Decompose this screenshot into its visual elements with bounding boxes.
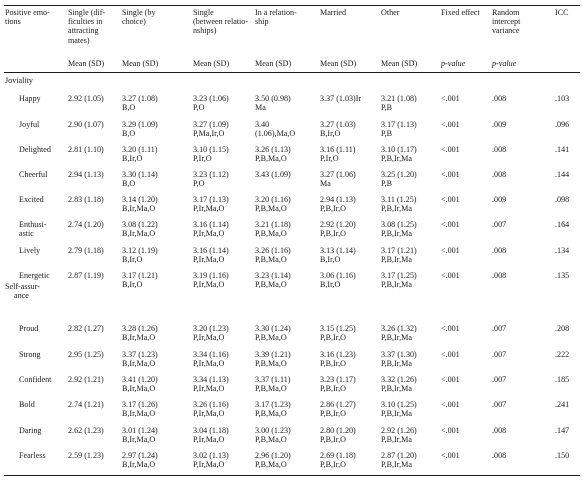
- table-cell: 3.32 (1.26): [381, 375, 417, 384]
- table-cell: P,B,Ir,O: [320, 435, 346, 445]
- table-cell: P,B,Ir,Ma: [381, 333, 412, 343]
- random-variance-pvalue: .008: [492, 426, 507, 435]
- table-cell: P,Ir,O: [193, 154, 212, 164]
- header-label: Married: [320, 8, 347, 17]
- table-cell: B,Ir,Ma,O: [122, 333, 156, 343]
- table-cell: 3.08 (1.22): [122, 220, 158, 229]
- table-cell: 3.20 (1.16): [255, 195, 291, 204]
- table-cell: P,O: [193, 103, 205, 113]
- table-cell: 2.86 (1.27): [320, 400, 356, 409]
- table-cell: P,B,Ir,O: [320, 384, 346, 394]
- table-cell: P,B,Ma,O: [255, 255, 287, 265]
- table-cell: 3.17 (1.21): [381, 246, 417, 255]
- row-label: Fearless: [19, 451, 46, 460]
- icc-value: .141: [555, 145, 570, 154]
- table-cell: P,B,Ir,O: [320, 409, 346, 419]
- header-label: ficulties in: [68, 17, 103, 27]
- table-cell: 2.90 (1.07): [68, 120, 104, 129]
- table-cell: 3.23 (1.14): [255, 271, 291, 280]
- table-cell: 3.16 (1.23): [320, 350, 356, 359]
- fixed-effect-pvalue: <.001: [441, 451, 460, 460]
- table-cell: 3.15 (1.25): [320, 324, 356, 333]
- table-cell: 3.06 (1.16): [320, 271, 356, 280]
- table-cell: B,Ir,O: [320, 129, 341, 139]
- table-cell: 3.30 (1.24): [255, 324, 291, 333]
- table-cell: P,O: [193, 179, 205, 189]
- table-cell: P,B,Ir,O: [320, 333, 346, 343]
- fixed-effect-pvalue: <.001: [441, 271, 460, 280]
- table-cell: P,B: [381, 179, 393, 189]
- table-cell: (1.06),Ma,O: [255, 129, 296, 139]
- table-cell: 3.34 (1.13): [193, 375, 229, 384]
- row-label: astic: [19, 229, 34, 239]
- table-cell: 2.74 (1.21): [68, 400, 104, 409]
- table-cell: B,Ir,O: [122, 154, 143, 164]
- table-cell: 3.34 (1.16): [193, 350, 229, 359]
- table-cell: P,B,Ma,O: [255, 460, 287, 470]
- section-heading: Self-assur-: [5, 282, 40, 291]
- random-variance-pvalue: .008: [492, 170, 507, 179]
- table-cell: P,B,Ir,Ma: [381, 154, 412, 164]
- table-cell: 3.23 (1.17): [320, 375, 356, 384]
- random-variance-pvalue: .007: [492, 350, 507, 359]
- random-variance-pvalue: .008: [492, 451, 507, 460]
- table-cell: 3.37 (1.23): [122, 350, 158, 359]
- header-label: Positive emo-: [5, 8, 50, 17]
- table-cell: P,B: [381, 103, 393, 113]
- random-variance-pvalue: .008: [492, 145, 507, 154]
- table-cell: 3.01 (1.24): [122, 426, 158, 435]
- table-cell: 3.27 (1.08): [122, 94, 158, 103]
- header-subheading: Mean (SD): [255, 59, 292, 68]
- icc-value: .150: [555, 451, 570, 460]
- table-cell: B,Ir,Ma,O: [122, 409, 156, 419]
- icc-value: .147: [555, 426, 570, 435]
- header-subheading: Mean (SD): [381, 59, 418, 68]
- random-variance-pvalue: .009: [492, 195, 507, 204]
- header-label: variance: [492, 26, 520, 36]
- table-cell: 3.39 (1.21): [255, 350, 291, 359]
- table-cell: 3.23 (1.12): [193, 170, 229, 179]
- table-cell: 3.19 (1.16): [193, 271, 229, 280]
- icc-value: .185: [555, 375, 570, 384]
- table-cell: P,Ir,Ma,O: [193, 255, 225, 265]
- table-cell: B,Ir,Ma,O: [122, 204, 156, 214]
- table-cell: 3.25 (1.20): [381, 170, 417, 179]
- table-cell: P,Ir,Ma,O: [193, 333, 225, 343]
- table-cell: P,Ir,Ma,O: [193, 359, 225, 369]
- header-subheading: p-value: [441, 59, 466, 68]
- table-cell: 3.27 (1.03): [320, 120, 356, 129]
- table-cell: 2.74 (1.20): [68, 220, 104, 229]
- header-bottom-rule: [4, 72, 580, 73]
- header-label: In a relation-: [255, 8, 297, 17]
- table-cell: 2.83 (1.18): [68, 195, 104, 204]
- row-label: Cheerful: [19, 170, 48, 179]
- icc-value: .208: [555, 324, 570, 333]
- table-cell: 3.17 (1.13): [381, 120, 417, 129]
- section-heading: Joviality: [5, 76, 33, 85]
- table-cell: B,Ir,O: [122, 255, 143, 265]
- table-cell: 2.82 (1.27): [68, 324, 104, 333]
- random-variance-pvalue: .007: [492, 375, 507, 384]
- table-cell: 3.23 (1.06): [193, 94, 229, 103]
- table-cell: B,O: [122, 179, 136, 189]
- table-cell: P,Ir,Ma,O: [193, 435, 225, 445]
- row-label: Bold: [19, 400, 35, 409]
- table-cell: 3.10 (1.25): [381, 400, 417, 409]
- table-cell: P,Ir,Ma,O: [193, 384, 225, 394]
- row-label: Confident: [19, 375, 52, 384]
- fixed-effect-pvalue: <.001: [441, 145, 460, 154]
- row-label: Excited: [19, 195, 44, 204]
- table-cell: P,Ir,Ma,O: [193, 280, 225, 290]
- table-cell: 3.37 (1.30): [381, 350, 417, 359]
- table-cell: 3.16 (1.11): [320, 145, 356, 154]
- table-cell: 2.92 (1.26): [381, 426, 417, 435]
- table-cell: 2.94 (1.13): [320, 195, 356, 204]
- table-cell: P,B,Ma,O: [255, 280, 287, 290]
- table-cell: B,Ir,Ma,O: [122, 435, 156, 445]
- header-subheading: Mean (SD): [193, 59, 230, 68]
- table-cell: 3.02 (1.13): [193, 451, 229, 460]
- table-cell: 3.21 (1.18): [255, 220, 291, 229]
- icc-value: .144: [555, 170, 570, 179]
- icc-value: .164: [555, 220, 570, 229]
- header-label: mates): [68, 35, 90, 45]
- table-cell: B,Ir,O: [122, 280, 143, 290]
- table-cell: P,Ir,Ma,O: [193, 409, 225, 419]
- fixed-effect-pvalue: <.001: [441, 195, 460, 204]
- table-cell: 3.28 (1.26): [122, 324, 158, 333]
- table-cell: P,B,Ma,O: [255, 204, 287, 214]
- row-label: Enthusi-: [19, 220, 47, 229]
- header-label: Fixed effect: [441, 8, 480, 17]
- fixed-effect-pvalue: <.001: [441, 426, 460, 435]
- table-cell: P,B,Ma,O: [255, 333, 287, 343]
- header-label: tions: [5, 17, 21, 27]
- table-cell: 3.17 (1.26): [122, 400, 158, 409]
- header-label: Single: [193, 8, 214, 17]
- table-cell: 2.69 (1.18): [320, 451, 356, 460]
- table-cell: B,O: [122, 129, 136, 139]
- table-cell: P,B,Ir,Ma: [381, 359, 412, 369]
- row-label: Energetic: [19, 271, 50, 280]
- table-cell: P,B,Ir,Ma: [381, 384, 412, 394]
- header-label: Other: [381, 8, 400, 17]
- table-cell: 3.14 (1.20): [122, 195, 158, 204]
- table-cell: P,B,Ma,O: [255, 229, 287, 239]
- table-cell: 3.11 (1.25): [381, 195, 417, 204]
- table-cell: B,Ir,Ma,O: [122, 229, 156, 239]
- table-cell: 3.16 (1.14): [193, 220, 229, 229]
- header-label: ICC: [555, 8, 569, 17]
- table-cell: 3.37 (1.03)Ir: [320, 94, 362, 103]
- table-cell: 3.21 (1.08): [381, 94, 417, 103]
- row-label: Lively: [19, 246, 41, 255]
- icc-value: .222: [555, 350, 570, 359]
- header-label: Single (dif-: [68, 8, 106, 17]
- icc-value: .103: [555, 94, 570, 103]
- table-cell: Ma: [320, 179, 331, 189]
- row-label: Delighted: [19, 145, 51, 154]
- table-cell: B,Ir,O: [320, 255, 341, 265]
- icc-value: .096: [555, 120, 570, 129]
- table-cell: 2.95 (1.25): [68, 350, 104, 359]
- random-variance-pvalue: .007: [492, 324, 507, 333]
- table-cell: B,O: [122, 103, 136, 113]
- table-cell: P,B,Ir,Ma: [381, 255, 412, 265]
- table-cell: 3.27 (1.06): [320, 170, 356, 179]
- random-variance-pvalue: .009: [492, 120, 507, 129]
- table-cell: P,B,Ir,O: [320, 460, 346, 470]
- row-label: Happy: [19, 94, 41, 103]
- table-cell: 2.59 (1.23): [68, 451, 104, 460]
- table-cell: P,B,Ir,O: [320, 359, 346, 369]
- table-cell: 2.94 (1.13): [68, 170, 104, 179]
- table-cell: P,Ir,Ma,O: [193, 229, 225, 239]
- table-cell: P,B,Ma,O: [255, 409, 287, 419]
- table-cell: 2.92 (1.20): [320, 220, 356, 229]
- icc-value: .134: [555, 246, 570, 255]
- fixed-effect-pvalue: <.001: [441, 120, 460, 129]
- table-cell: 2.92 (1.05): [68, 94, 104, 103]
- table-cell: 2.80 (1.20): [320, 426, 356, 435]
- fixed-effect-pvalue: <.001: [441, 220, 460, 229]
- table-cell: B,Ir,Ma,O: [122, 460, 156, 470]
- table-cell: B,Ir,Ma,O: [122, 359, 156, 369]
- table-cell: P,Ir,Ma,O: [193, 460, 225, 470]
- table-cell: 3.08 (1.25): [381, 220, 417, 229]
- table-cell: P,Ir,O: [320, 154, 339, 164]
- section-heading: ance: [14, 291, 29, 301]
- random-variance-pvalue: .008: [492, 94, 507, 103]
- table-cell: P,B,Ma,O: [255, 359, 287, 369]
- table-cell: P,B,Ir,O: [320, 229, 346, 239]
- table-cell: P,Ir,Ma,O: [193, 204, 225, 214]
- table-cell: 3.00 (1.23): [255, 426, 291, 435]
- table-cell: P,B,Ir,Ma: [381, 280, 412, 290]
- table-cell: 3.10 (1.15): [193, 145, 229, 154]
- table-cell: 2.62 (1.23): [68, 426, 104, 435]
- header-subheading: Mean (SD): [320, 59, 357, 68]
- table-cell: 3.41 (1.20): [122, 375, 158, 384]
- fixed-effect-pvalue: <.001: [441, 94, 460, 103]
- table-cell: 3.20 (1.23): [193, 324, 229, 333]
- table-cell: P,B: [381, 129, 393, 139]
- table-cell: P,B,Ir,Ma: [381, 409, 412, 419]
- row-label: Daring: [19, 426, 42, 435]
- row-label: Joyful: [19, 120, 40, 129]
- table-cell: 3.29 (1.09): [122, 120, 158, 129]
- table-cell: 3.20 (1.11): [122, 145, 158, 154]
- table-cell: 3.26 (1.16): [193, 400, 229, 409]
- header-label: attracting: [68, 26, 99, 36]
- table-cell: B,Ir,O: [320, 280, 341, 290]
- table-cell: 3.27 (1.09): [193, 120, 229, 129]
- fixed-effect-pvalue: <.001: [441, 246, 460, 255]
- table-cell: 3.04 (1.18): [193, 426, 229, 435]
- header-label: intercept: [492, 17, 521, 27]
- fixed-effect-pvalue: <.001: [441, 170, 460, 179]
- fixed-effect-pvalue: <.001: [441, 375, 460, 384]
- random-variance-pvalue: .007: [492, 400, 507, 409]
- table-cell: 2.97 (1.24): [122, 451, 158, 460]
- table-cell: 3.10 (1.17): [381, 145, 417, 154]
- table-cell: Ma: [255, 103, 266, 113]
- table-cell: 3.40: [255, 120, 270, 129]
- table-cell: 3.30 (1.14): [122, 170, 158, 179]
- random-variance-pvalue: .008: [492, 246, 507, 255]
- table-cell: 2.87 (1.19): [68, 271, 104, 280]
- table-cell: 3.26 (1.32): [381, 324, 417, 333]
- table-cell: P,B,Ir,Ma: [381, 435, 412, 445]
- table-cell: 3.43 (1.09): [255, 170, 291, 179]
- table-cell: P,B,Ir,Ma: [381, 229, 412, 239]
- icc-value: .098: [555, 195, 570, 204]
- table-cell: B,Ir,Ma,O: [122, 384, 156, 394]
- header-label: (between relatio-: [193, 17, 249, 27]
- table-cell: 2.87 (1.20): [381, 451, 417, 460]
- fixed-effect-pvalue: <.001: [441, 324, 460, 333]
- table-cell: P,B,Ma,O: [255, 435, 287, 445]
- row-label: Proud: [19, 324, 39, 333]
- table-cell: P,B,Ir,Ma: [381, 460, 412, 470]
- table-cell: 3.26 (1.16): [255, 246, 291, 255]
- table-cell: 3.17 (1.25): [381, 271, 417, 280]
- table-cell: P,B,Ir,Ma: [381, 204, 412, 214]
- row-label: Strong: [19, 350, 41, 359]
- table-bottom-rule: [4, 475, 580, 476]
- header-subheading: Mean (SD): [122, 59, 159, 68]
- table-cell: 3.16 (1.14): [193, 246, 229, 255]
- table-cell: P,Ma,Ir,O: [193, 129, 225, 139]
- fixed-effect-pvalue: <.001: [441, 350, 460, 359]
- random-variance-pvalue: .008: [492, 271, 507, 280]
- header-label: Random: [492, 8, 520, 17]
- header-label: choice): [122, 17, 146, 27]
- table-cell: 2.81 (1.10): [68, 145, 104, 154]
- table-cell: 3.17 (1.21): [122, 271, 158, 280]
- table-cell: 3.37 (1.11): [255, 375, 291, 384]
- random-variance-pvalue: .007: [492, 220, 507, 229]
- header-subheading: p-value: [492, 59, 517, 68]
- table-cell: 3.17 (1.23): [255, 400, 291, 409]
- table-cell: 3.13 (1.14): [320, 246, 356, 255]
- header-label: Single (by: [122, 8, 156, 17]
- table-cell: 3.17 (1.13): [193, 195, 229, 204]
- fixed-effect-pvalue: <.001: [441, 400, 460, 409]
- header-label: nships): [193, 26, 217, 36]
- table-cell: P,B,Ma,O: [255, 384, 287, 394]
- table-cell: P,B,Ma,O: [255, 154, 287, 164]
- header-subheading: Mean (SD): [68, 59, 105, 68]
- table-cell: 3.50 (0.98): [255, 94, 291, 103]
- table-cell: 2.96 (1.20): [255, 451, 291, 460]
- table-top-rule: [4, 5, 580, 6]
- table-cell: P,B,Ir,O: [320, 204, 346, 214]
- table-cell: 3.12 (1.19): [122, 246, 158, 255]
- table-cell: 2.92 (1.21): [68, 375, 104, 384]
- header-label: ship: [255, 17, 269, 27]
- icc-value: .135: [555, 271, 570, 280]
- table-cell: 2.79 (1.18): [68, 246, 104, 255]
- table-cell: 3.26 (1.13): [255, 145, 291, 154]
- icc-value: .241: [555, 400, 570, 409]
